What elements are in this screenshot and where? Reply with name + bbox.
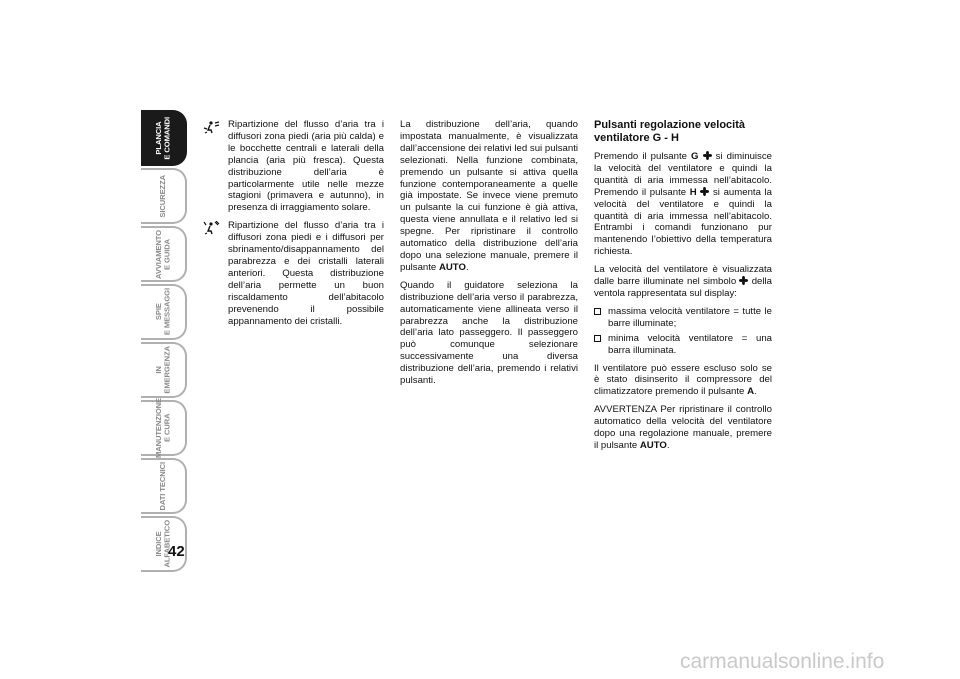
text: si aumenta la velocità del ventilatore e quindi la quantità di aria immessa nell’abitacolo. Entrambi i comandi funzionano pur mantenendo l’obiettivo della temperatura richiesta. — [594, 186, 773, 258]
tab-spie-e-messaggi[interactable] — [141, 284, 187, 340]
text: . — [666, 439, 670, 451]
tab-label: SPIE E MESSAGGI — [153, 288, 171, 336]
bullet-box-icon — [594, 335, 601, 342]
paragraph — [594, 363, 772, 399]
tab-avviamento-e-guida[interactable] — [141, 226, 187, 282]
paragraph — [400, 119, 578, 274]
paragraph: Quando il guidatore seleziona la distribuzione dell’aria verso il parabrezza, automaticamente viene allineata verso il parabrezza anche la distribuzione dell’aria lato passeggero. Il passeggero può comunque selezionare successivamente una diversa distribuzione dell’aria, premendo i relativi pulsanti. — [400, 279, 578, 387]
column-3 — [594, 119, 772, 458]
fan-icon — [703, 151, 712, 160]
text: La velocità del ventilatore è visualizzata dalle barre illuminate nel simbolo — [594, 264, 772, 288]
auto-button-ref: AUTO — [438, 261, 466, 273]
tab-label: PLANCIA E COMANDI — [153, 116, 171, 160]
column-1 — [228, 119, 384, 333]
text: Il ventilatore può essere escluso solo se è stato disinserito il compressore del climatizzatore premendo il pulsante — [594, 362, 772, 398]
airflow-item-1 — [228, 119, 384, 214]
text: minima velocità ventilatore = una barra illuminata. — [608, 332, 772, 356]
chapter-tabs — [141, 110, 189, 574]
tab-label: INDICE ALFABETICO — [153, 520, 171, 568]
paragraph — [594, 151, 772, 258]
text: AVVERTENZA Per ripristinare il controllo automatico della velocità del ventilatore dopo una regolazione manuale, premere il pulsante — [594, 404, 772, 451]
text: La distribuzione dell’aria, quando impostata manualmente, è visualizzata dall’accensione dei relativi led sui pulsanti selezionati. Nella funzione combinata, premendo un pulsante si attiva quella funzione contemporaneamente a quelle già impostate. Se invece viene premuto un pulsante la cui funzione è già attiva, questa viene annullata e il relativo led si spegne. Per ripristinare il controllo automatico della distribuzione dell’aria dopo una selezione manuale, premere il pulsante — [400, 119, 578, 273]
page-number: 42 — [168, 543, 185, 560]
tab-label: DATI TECNICI — [157, 461, 167, 511]
fan-icon — [700, 187, 709, 196]
airflow-text-2: Ripartizione del flusso d’aria tra i diffusori zona piedi e i diffusori per sbrinamento/disappannamento del parabrezza e dei cristalli laterali anteriori. Questa distribuzione dell’aria permette un buon riscaldamento dell’abitacolo prevenendo il possibile appannamento dei cristalli. — [228, 220, 384, 327]
paragraph — [594, 264, 772, 300]
button-h-ref: H — [689, 186, 697, 198]
auto-button-ref: AUTO — [639, 439, 667, 451]
bullet-box-icon — [594, 308, 601, 315]
airflow-feet-windscreen-icon — [202, 221, 224, 235]
text: si diminuisce la velocità del ventilatore e quindi la quantità di aria immessa nell’abitacolo. Premendo il pulsante — [594, 151, 772, 198]
tab-manutenzione-e-cura[interactable] — [141, 400, 187, 456]
tab-label: IN EMERGENZA — [153, 346, 171, 394]
button-g-ref: G — [691, 151, 699, 162]
column-2 — [400, 119, 578, 393]
text: della ventola rappresentata sul display: — [594, 276, 772, 299]
watermark: carmanualsonline.info — [680, 650, 885, 673]
fan-icon — [739, 276, 748, 285]
list-item — [594, 333, 772, 357]
text: . — [754, 386, 757, 398]
tab-plancia-e-comandi[interactable] — [141, 110, 187, 166]
airflow-feet-dash-icon — [202, 120, 224, 134]
text: massima velocità ventilatore = tutte le barre illuminate; — [608, 305, 772, 329]
tab-sicurezza[interactable] — [141, 168, 187, 224]
tab-in-emergenza[interactable] — [141, 342, 187, 398]
airflow-text-1: Ripartizione del flusso d’aria tra i diffusori zona piedi (aria più calda) e le bocchette centrali e laterali della plancia (aria più fresca). Questa distribuzione dell’aria è particolarmente utile nelle mezze stagioni (primavera e autunno), in presenza di irraggiamento solare. — [228, 119, 384, 214]
text: . — [465, 261, 469, 273]
tab-dati-tecnici[interactable] — [141, 458, 187, 514]
button-a-ref: A — [747, 386, 754, 398]
paragraph — [594, 404, 772, 452]
section-heading: Pulsanti regolazione velocità ventilatore G - H — [594, 119, 745, 144]
tab-label: SICUREZZA — [157, 174, 167, 218]
tab-label: MANUTENZIONE E CURA — [153, 398, 171, 458]
text: Premendo il pulsante — [594, 151, 687, 162]
airflow-item-2 — [228, 220, 384, 327]
tab-label: AVVIAMENTO E GUIDA — [153, 229, 171, 279]
list-item — [594, 306, 772, 330]
